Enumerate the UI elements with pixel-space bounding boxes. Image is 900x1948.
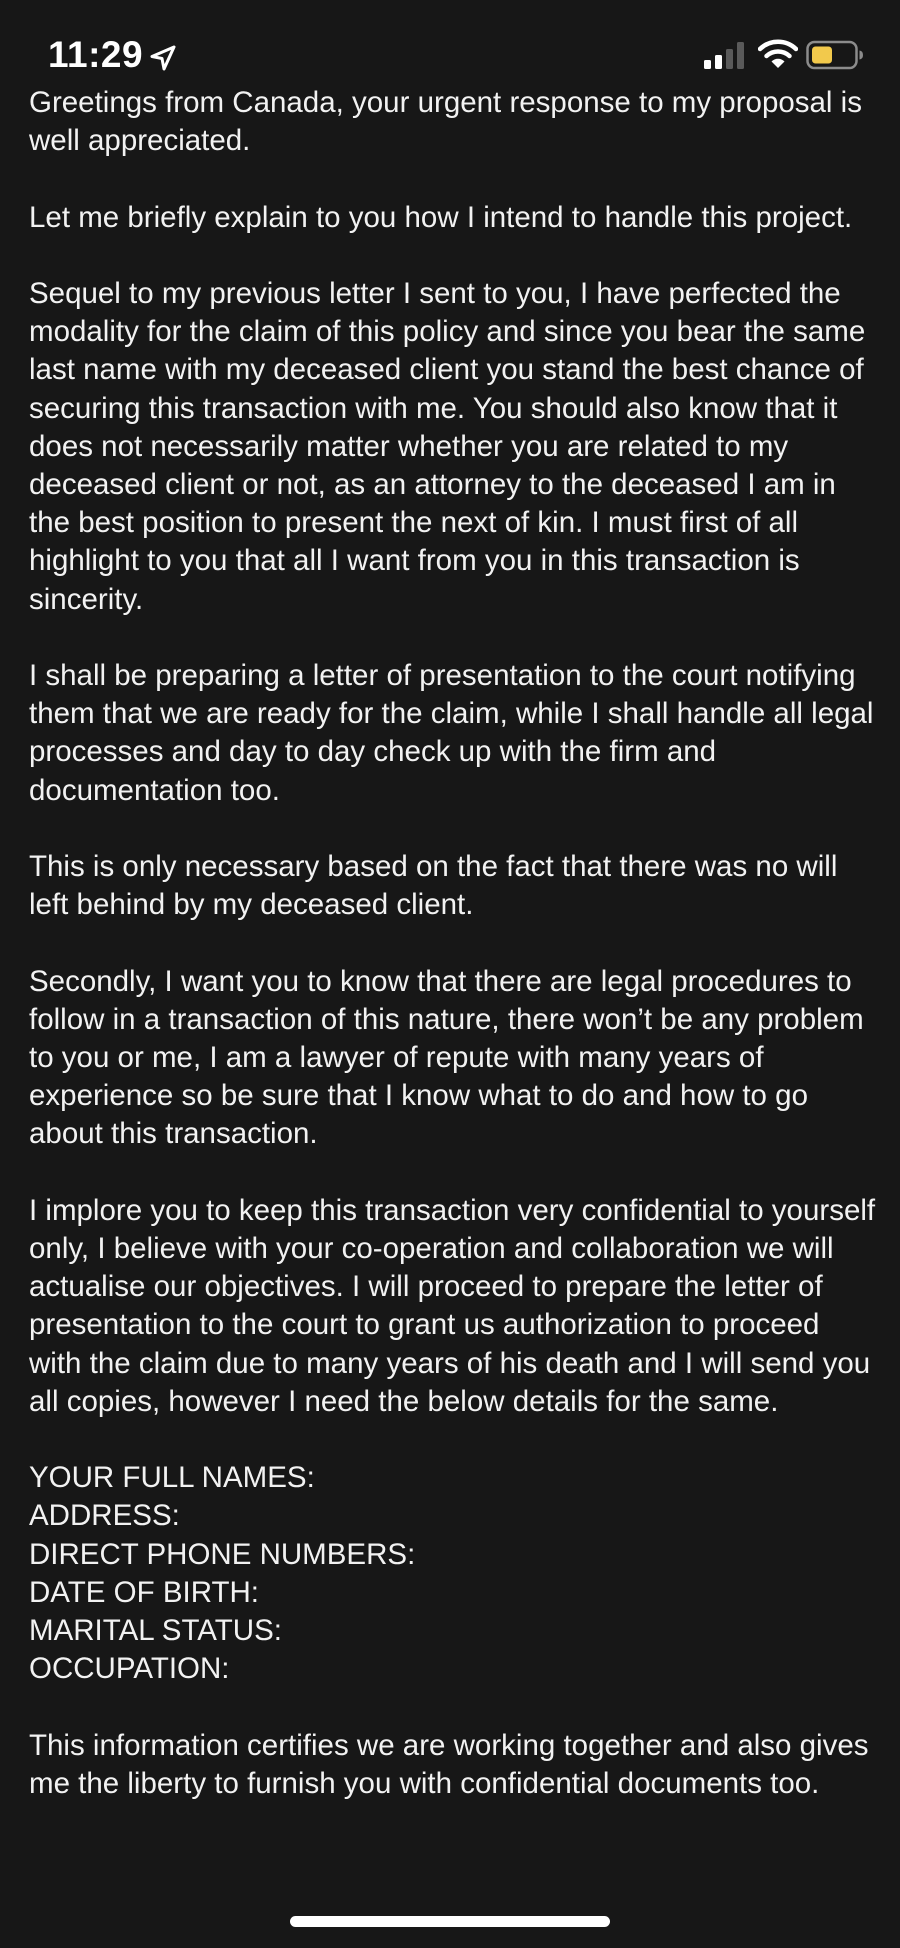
home-indicator[interactable] [290,1916,610,1927]
message-paragraph: Let me briefly explain to you how I intend to handle this project. [29,200,853,234]
message-paragraph: Sequel to my previous letter I sent to you, I have perfected the modality for the claim of this policy and since you bear the same last name with my deceased client you stand the best chance of securing this transaction with me. You should also know that it does not necessarily matter whether you are related to my deceased client or not, as an attorney to the deceased I am in the best position to present the next of kin. I must first of all highlight to you that all I want from you in this transaction is sincerity. [29,276,866,616]
location-arrow-icon [148,43,178,73]
details-field-list [29,1459,879,1688]
field-address: ADDRESS: [29,1499,180,1533]
battery-icon [806,40,864,70]
field-phone-numbers: DIRECT PHONE NUMBERS: [29,1537,416,1571]
field-marital-status: MARITAL STATUS: [29,1614,282,1648]
message-paragraph: I shall be preparing a letter of presentation to the court notifying them that we are ready for the claim, while I shall handle all legal processes and day to day check up with the firm and documentation too. [29,659,874,807]
message-closing: This information certifies we are working together and also gives me the liberty to furnish you with confidential documents too. [29,1728,869,1800]
message-paragraph: This is only necessary based on the fact that there was no will left behind by my deceased client. [29,850,838,922]
message-paragraph: I implore you to keep this transaction very confidential to yourself only, I believe with your co-operation and collaboration we will actualise our objectives. I will proceed to prepare the letter of presentation to the court to grant us authorization to proceed with the claim due to many years of his death and I will send you all copies, however I need the below details for the same. [29,1193,876,1418]
field-full-names: YOUR FULL NAMES: [29,1461,315,1495]
status-time: 11:29 [48,34,144,75]
message-body [29,84,879,1841]
wifi-icon [758,38,798,70]
cellular-signal-icon [703,40,749,70]
field-occupation: OCCUPATION: [29,1652,230,1686]
message-paragraph: Greetings from Canada, your urgent response to my proposal is well appreciated. [29,86,862,158]
field-date-of-birth: DATE OF BIRTH: [29,1575,260,1609]
message-paragraph: Secondly, I want you to know that there are legal procedures to follow in a transaction of this nature, there won’t be any problem to you or me, I am a lawyer of repute with many years of experience so be sure that I know what to do and how to go about this transaction. [29,964,864,1151]
status-bar [0,0,900,88]
